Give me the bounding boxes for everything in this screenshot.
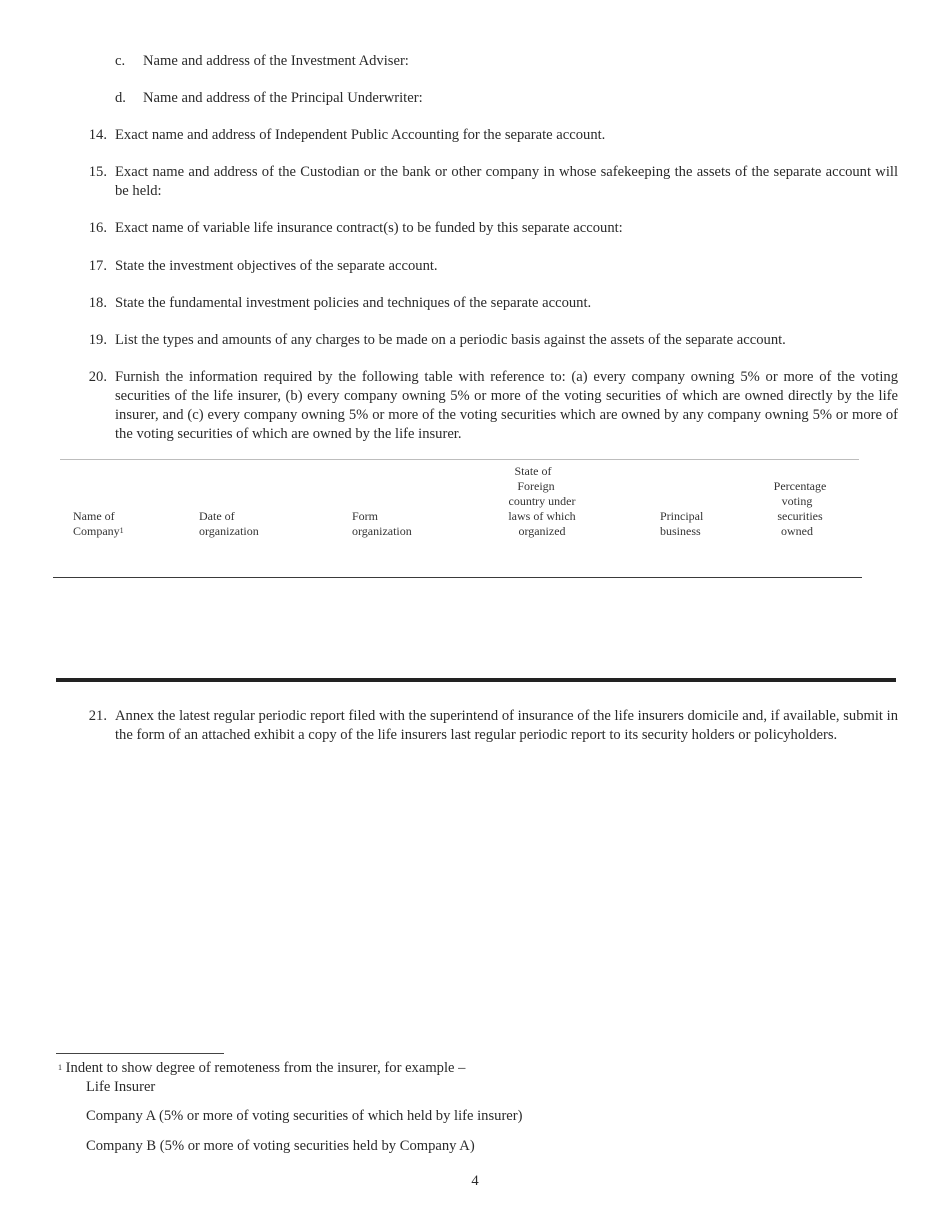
footnote-marker: 1	[119, 526, 124, 535]
header-text: securities	[777, 509, 823, 523]
header-text: organization	[199, 524, 259, 538]
header-text: business	[660, 524, 701, 538]
header-text: owned	[781, 524, 813, 538]
table-header-state-of-foreign-country	[472, 464, 612, 539]
table-header-principal-business	[660, 509, 703, 539]
item-19-text: List the types and amounts of any charges to be made on a periodic basis against the assets of the separate account.	[115, 332, 786, 348]
header-text: laws of which	[508, 509, 576, 523]
header-text: country under	[508, 494, 576, 508]
item-21-number: 21.	[88, 708, 107, 724]
table-header-name-of-company	[73, 509, 124, 539]
table-top-rule	[60, 459, 859, 460]
item-18-text: State the fundamental investment policies and techniques of the separate account.	[115, 295, 592, 311]
header-text: Foreign	[517, 479, 555, 493]
item-c-text: Name and address of the Investment Adviser:	[143, 53, 409, 69]
header-text: Date of	[199, 509, 235, 523]
footnote-line-1	[58, 1059, 465, 1078]
footnote-marker: 1	[58, 1063, 62, 1072]
item-15-number: 15.	[88, 164, 107, 180]
item-20-text: Furnish the information required by the following table with reference to: (a) every company owning 5% or more of the voting securities of the life insurer, (b) every company owning 5% or more of the voting securities of which are owned directly by the life insurer, and (c) every company owning 5% or more of the voting securities which are owned by any company owning 5% or more of the voting securities of which are owned by the life insurer.	[115, 369, 898, 442]
item-14-number: 14.	[88, 127, 107, 143]
table-bottom-rule	[56, 678, 896, 682]
footnote-line-4: Company B (5% or more of voting securities held by Company A)	[86, 1138, 475, 1154]
item-16-text: Exact name of variable life insurance contract(s) to be funded by this separate account:	[115, 220, 623, 236]
item-d-label: d.	[115, 90, 126, 106]
item-17-text: State the investment objectives of the separate account.	[115, 258, 438, 274]
item-16-number: 16.	[88, 220, 107, 236]
item-17-number: 17.	[88, 258, 107, 274]
table-header-rule	[53, 577, 862, 578]
table-header-form-organization	[352, 509, 412, 539]
footnote-separator	[56, 1053, 224, 1054]
table-header-percentage-voting	[758, 479, 842, 539]
item-21-text: Annex the latest regular periodic report filed with the superintend of insurance of the life insurers domicile and, if available, submit in the form of an attached exhibit a copy of the life insurers last regular periodic report to its security holders or policyholders.	[115, 708, 898, 743]
item-20-number: 20.	[88, 369, 107, 385]
footnote-line-2: Life Insurer	[86, 1079, 156, 1095]
item-19-number: 19.	[88, 332, 107, 348]
header-text: organization	[352, 524, 412, 538]
item-c-label: c.	[115, 53, 126, 69]
item-18-number: 18.	[88, 295, 107, 311]
footnote-text: Indent to show degree of remoteness from the insurer, for example –	[65, 1060, 466, 1076]
header-text: Name of	[73, 509, 115, 523]
header-text: Principal	[660, 509, 704, 523]
header-text: State of	[514, 464, 552, 478]
footnote-line-3: Company A (5% or more of voting securities of which held by life insurer)	[86, 1108, 523, 1124]
item-14-text: Exact name and address of Independent Public Accounting for the separate account.	[115, 127, 606, 143]
header-text: voting	[781, 494, 813, 508]
header-text: Company	[73, 524, 120, 538]
header-text: Form	[352, 509, 379, 523]
table-header-date-of-organization	[199, 509, 259, 539]
page-number: 4	[471, 1173, 479, 1189]
header-text: organized	[518, 524, 566, 538]
item-15-text: Exact name and address of the Custodian or the bank or other company in whose safekeeping the assets of the separate account will be held:	[115, 164, 898, 199]
item-d-text: Name and address of the Principal Underwriter:	[143, 90, 423, 106]
header-text: Percentage	[773, 479, 827, 493]
